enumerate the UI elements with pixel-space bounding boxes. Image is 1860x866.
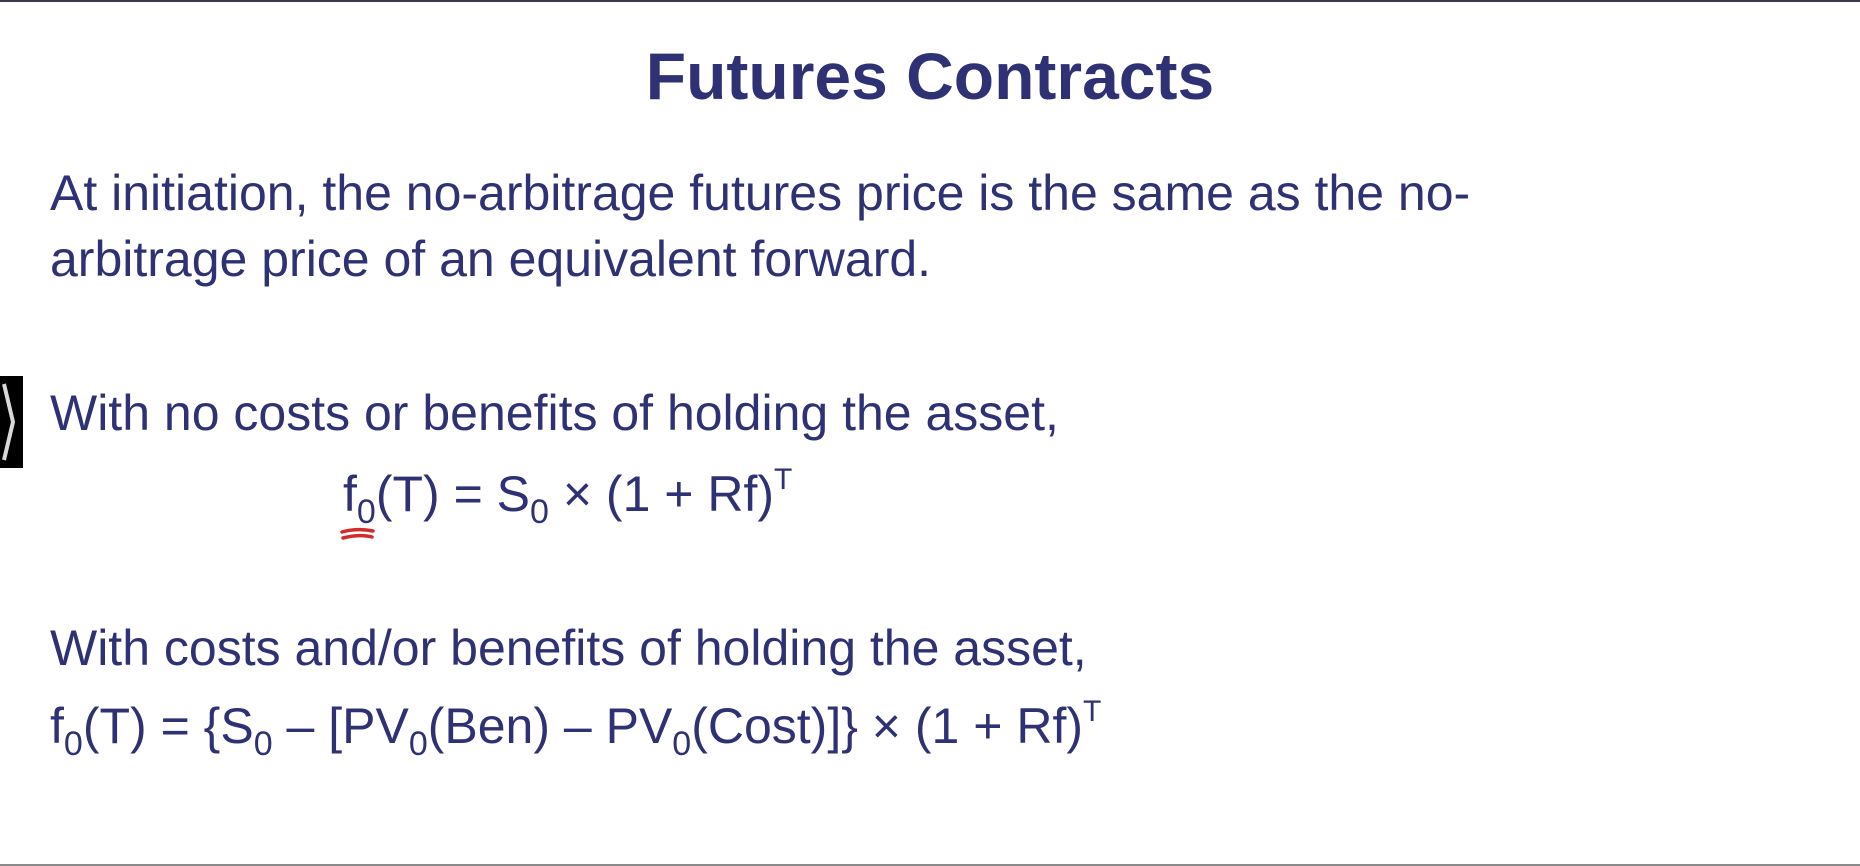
pen-underline-mark (338, 526, 378, 544)
formula1-f: f (343, 466, 357, 522)
formula1-middle: (T) = S (375, 466, 531, 522)
initiation-line-2: arbitrage price of an equivalent forward. (50, 231, 932, 287)
initiation-paragraph (50, 160, 1470, 292)
formula2-pv2-subscript: 0 (672, 725, 692, 763)
formula2-part1: (T) = {S (82, 698, 254, 754)
top-border (0, 0, 1860, 2)
formula1-s-subscript: 0 (530, 493, 549, 531)
formula2-part2: – [PV (272, 698, 409, 754)
formula1-f-subscript: 0 (356, 493, 376, 531)
side-panel-toggle[interactable] (0, 376, 23, 468)
formula2-superscript: T (1083, 695, 1102, 728)
costs-line: With costs and/or benefits of holding the asset, (50, 620, 1087, 676)
formula-no-costs (343, 463, 793, 531)
initiation-line-1: At initiation, the no-arbitrage futures price is the same as the no- (50, 165, 1471, 221)
formula2-s-subscript: 0 (253, 725, 273, 763)
formula1-tail: × (1 + Rf) (548, 466, 775, 522)
formula2-part4: (Cost)]} × (1 + Rf) (691, 698, 1083, 754)
chevron-right-icon (0, 376, 23, 468)
formula2-part3: (Ben) – PV (427, 698, 673, 754)
formula2-f: f (50, 698, 64, 754)
slide-title: Futures Contracts (645, 39, 1215, 113)
no-costs-line: With no costs or benefits of holding the asset, (50, 385, 1059, 441)
formula2-f-subscript: 0 (63, 725, 83, 763)
formula1-superscript: T (774, 463, 793, 496)
formula-with-costs (50, 695, 1102, 763)
formula2-pv1-subscript: 0 (408, 725, 428, 763)
